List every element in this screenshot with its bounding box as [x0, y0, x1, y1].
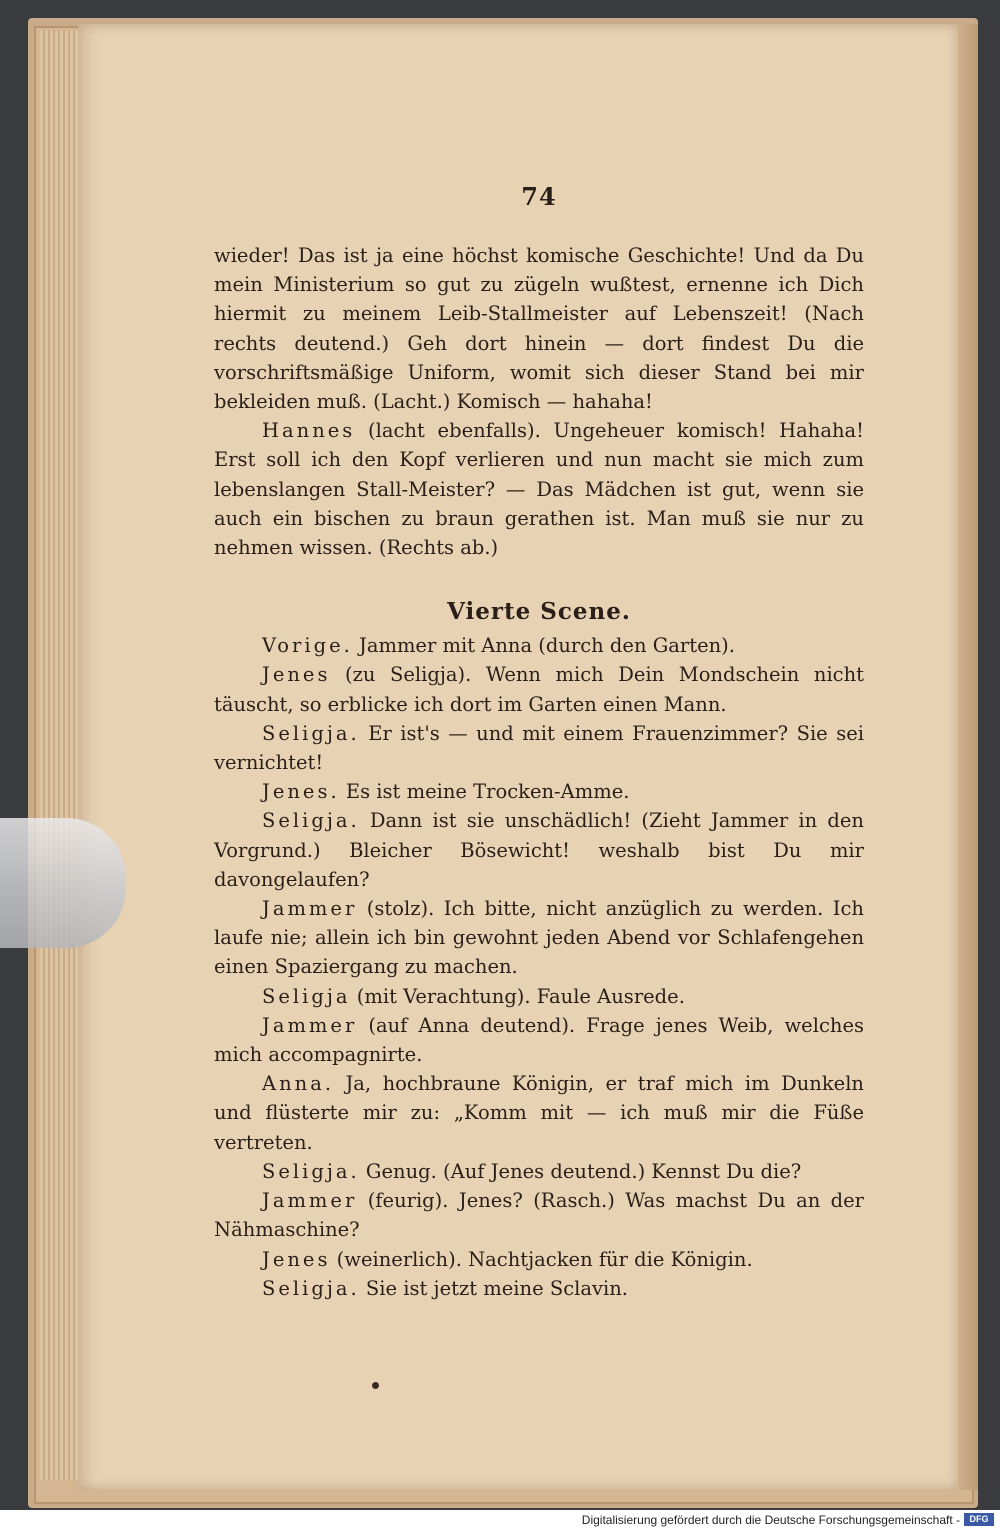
paragraph-text: Dann ist sie unschädlich! (Zieht Jammer in den Vorgrund.) Bleicher Bösewicht! weshalb bist Du mir davongelaufen? — [214, 809, 864, 891]
speaker-name: Seligja. — [262, 809, 360, 833]
paragraph-text: wieder! Das ist ja eine höchst komische Geschichte! Und da Du mein Ministerium so gut zu zügeln wußtest, ernenne ich Dich hiermit zu meinem Leib-Stallmeister auf Lebenszeit! (Nach rechts deutend.) Geh dort hinein — dort findest Du die vorschriftsmäßige Uniform, womit sich dieser Stand bei mir bekleiden muß. (Lacht.) Komisch — hahaha! — [214, 244, 864, 414]
paragraph-text: (mit Verachtung). Faule Ausrede. — [350, 984, 685, 1008]
paragraph-text: (stolz). Ich bitte, nicht anzüglich zu werden. Ich laufe nie; allein ich bin gewohnt jeden Abend vor Schlafengehen einen Spaziergang zu machen. — [214, 897, 864, 979]
text-paragraph — [214, 777, 864, 806]
footer — [0, 1510, 1000, 1530]
paragraph-text: (weinerlich). Nachtjacken für die Königin. — [330, 1247, 753, 1271]
speaker-name: Hannes — [262, 419, 356, 443]
text-block-after-scene — [214, 631, 864, 1303]
paragraph-text: Jammer mit Anna (durch den Garten). — [352, 634, 735, 658]
text-paragraph — [214, 1157, 864, 1186]
speaker-name: Seligja — [262, 984, 351, 1008]
paragraph-text: (zu Seligja). Wenn mich Dein Mondschein nicht täuscht, so erblicke ich dort im Garten einen Mann. — [214, 663, 864, 716]
text-paragraph — [214, 241, 864, 416]
footer-credit: Digitalisierung gefördert durch die Deutsche Forschungsgemeinschaft - — [581, 1513, 960, 1527]
speaker-name: Seligja. — [262, 1159, 360, 1183]
text-paragraph — [214, 806, 864, 894]
text-paragraph — [214, 416, 864, 562]
page-number: 74 — [521, 182, 557, 211]
page-edges — [40, 30, 80, 1480]
speaker-name: Seligja. — [262, 721, 360, 745]
text-paragraph — [214, 1274, 864, 1303]
paragraph-text: (lacht ebenfalls). Ungeheuer komisch! Hahaha! Erst soll ich den Kopf verlieren und nun macht sie mich zum lebenslangen Stall-Meister? — Das Mädchen ist gut, wenn sie auch ein bischen zu braun gerathen ist. Man muß sie nur zu nehmen wissen. (Rechts ab.) — [214, 419, 864, 560]
text-paragraph — [214, 982, 864, 1011]
text-paragraph — [214, 719, 864, 777]
scene-heading: Vierte Scene. — [447, 598, 631, 626]
paragraph-text: Ja, hochbraune Königin, er traf mich im Dunkeln und flüsterte mir zu: „Komm mit — ich muß mir die Füße vertreten. — [214, 1072, 864, 1154]
speaker-name: Jammer — [262, 1013, 358, 1037]
text-paragraph — [214, 631, 864, 660]
text-paragraph — [214, 1069, 864, 1157]
text-paragraph — [214, 1186, 864, 1244]
page-text — [214, 182, 864, 1303]
paragraph-text: (feurig). Jenes? (Rasch.) Was machst Du an der Nähmaschine? — [214, 1189, 864, 1242]
text-paragraph — [214, 894, 864, 982]
paragraph-text: Sie ist jetzt meine Sclavin. — [359, 1276, 628, 1300]
speaker-name: Jammer — [262, 1189, 358, 1213]
page-clip — [0, 818, 126, 948]
speaker-name: Jenes — [262, 1247, 331, 1271]
page-right-edge — [958, 24, 978, 1490]
paragraph-text: Er ist's — und mit einem Frauenzimmer? Sie sei vernichtet! — [214, 721, 864, 775]
paragraph-text: Genug. (Auf Jenes deutend.) Kennst Du die? — [359, 1159, 802, 1183]
text-paragraph — [214, 1245, 864, 1274]
speaker-name: Jammer — [262, 897, 358, 921]
paragraph-text: (auf Anna deutend). Frage jenes Weib, welches mich accompagnirte. — [214, 1013, 864, 1067]
text-block-before-scene — [214, 241, 864, 562]
paragraph-text: Es ist meine Trocken-Amme. — [339, 780, 630, 804]
ink-dot — [372, 1382, 379, 1389]
text-paragraph — [214, 1011, 864, 1069]
dfg-logo: DFG — [964, 1513, 994, 1526]
speaker-name: Jenes. — [262, 780, 340, 804]
speaker-name: Vorige. — [262, 634, 353, 658]
speaker-name: Seligja. — [262, 1276, 360, 1300]
speaker-name: Anna. — [262, 1072, 335, 1096]
speaker-name: Jenes — [262, 663, 331, 687]
text-paragraph — [214, 660, 864, 718]
